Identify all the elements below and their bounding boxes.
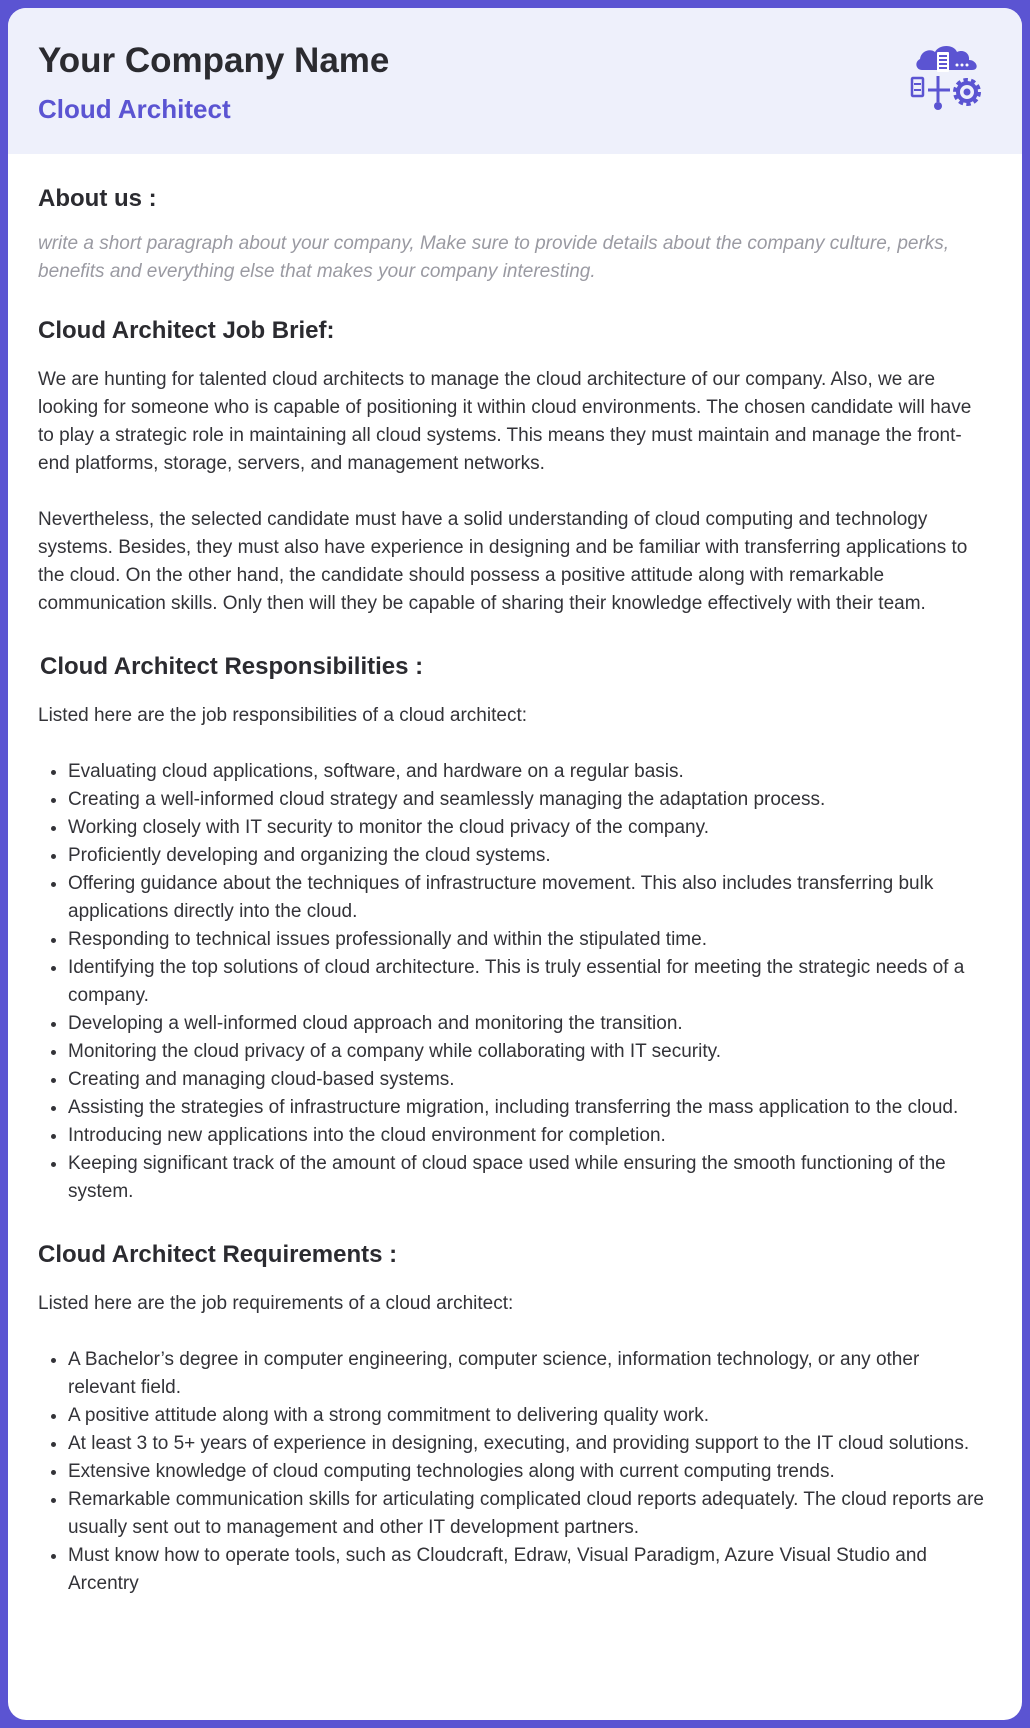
list-item: • Assisting the strategies of infrastructure migration, including transferring the mass application to the cloud. — [68, 1094, 984, 1122]
company-name: Your Company Name — [38, 41, 390, 80]
list-item: • Working closely with IT security to monitor the cloud privacy of the company. — [68, 814, 984, 842]
list-item: • Offering guidance about the techniques of infrastructure movement. This also includes transferring bulk applications directly into the cloud. — [68, 870, 984, 926]
brief-paragraph: We are hunting for talented cloud architects to manage the cloud architecture of our company. Also, we are looking for someone who is capable of positioning it within cloud environments. The chosen candidate will have to play a strategic role in maintaining all cloud systems. This means they must maintain and manage the front-end platforms, storage, servers, and management networks. — [38, 369, 972, 474]
list-item: • Must know how to operate tools, such as Cloudcraft, Edraw, Visual Paradigm, Azure Visual Studio and Arcentry — [68, 1542, 984, 1598]
list-item: • Creating a well-informed cloud strategy and seamlessly managing the adaptation process. — [68, 786, 984, 814]
about-text: write a short paragraph about your company, Make sure to provide details about the company culture, perks, benefits and everything else that makes your company interesting. — [38, 233, 950, 282]
list-item: • Evaluating cloud applications, software, and hardware on a regular basis. — [68, 758, 984, 786]
responsibilities-heading: Cloud Architect Responsibilities : — [40, 653, 424, 680]
header — [8, 8, 1022, 154]
list-item: • Developing a well-informed cloud approach and monitoring the transition. — [68, 1010, 984, 1038]
job-description-card — [8, 8, 1022, 1720]
list-item: • A positive attitude along with a strong commitment to delivering quality work. — [68, 1402, 984, 1430]
list-item: • Extensive knowledge of cloud computing technologies along with current computing trends. — [68, 1458, 984, 1486]
content — [8, 154, 1022, 1598]
brief-heading: Cloud Architect Job Brief: — [38, 317, 335, 344]
list-item: • Identifying the top solutions of cloud architecture. This is truly essential for meeting the strategic needs of a company. — [68, 954, 984, 1010]
responsibilities-intro: Listed here are the job responsibilities of a cloud architect: — [38, 705, 527, 726]
brief-paragraph: Nevertheless, the selected candidate must have a solid understanding of cloud computing and technology systems. Besides, they must also have experience in designing and be familiar with transferring applications to the cloud. On the other hand, the candidate should possess a positive attitude along with remarkable communication skills. Only then will they be capable of sharing their knowledge effectively with their team. — [38, 509, 968, 614]
list-item: • Creating and managing cloud-based systems. — [68, 1066, 984, 1094]
list-item: • Remarkable communication skills for articulating complicated cloud reports adequately. The cloud reports are usually sent out to management and other IT development partners. — [68, 1486, 984, 1542]
list-item: • Responding to technical issues professionally and within the stipulated time. — [68, 926, 984, 954]
role-title: Cloud Architect — [38, 94, 231, 124]
list-item: • Keeping significant track of the amount of cloud space used while ensuring the smooth functioning of the system. — [68, 1150, 984, 1206]
requirements-intro: Listed here are the job requirements of a cloud architect: — [38, 1293, 514, 1314]
list-item: • Monitoring the cloud privacy of a company while collaborating with IT security. — [68, 1038, 984, 1066]
about-heading: About us : — [38, 185, 157, 212]
responsibilities-list — [38, 758, 984, 1206]
list-item: • Introducing new applications into the cloud environment for completion. — [68, 1122, 984, 1150]
list-item: • At least 3 to 5+ years of experience in designing, executing, and providing support to the IT cloud solutions. — [68, 1430, 984, 1458]
list-item: • Proficiently developing and organizing the cloud systems. — [68, 842, 984, 870]
list-item: • A Bachelor’s degree in computer engineering, computer science, information technology, or any other relevant field. — [68, 1346, 984, 1402]
cloud-server-gear-icon — [910, 40, 990, 120]
requirements-heading: Cloud Architect Requirements : — [38, 1241, 398, 1268]
requirements-list — [38, 1346, 984, 1598]
